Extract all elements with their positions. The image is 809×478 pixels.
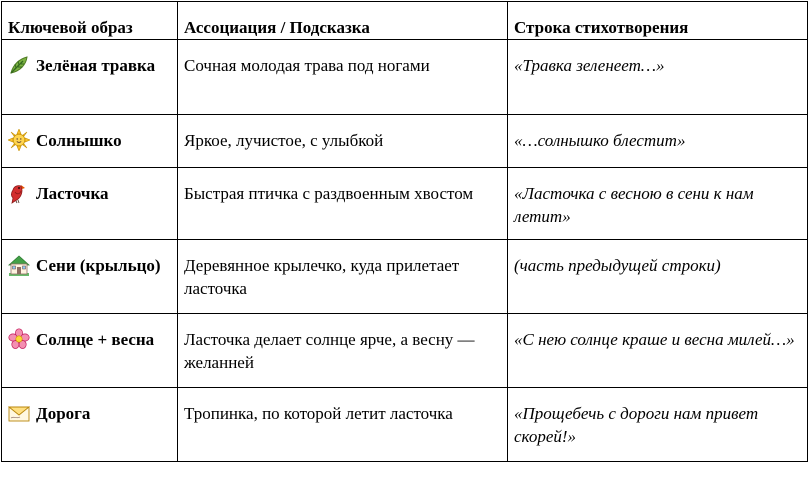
key-image-cell <box>2 240 178 314</box>
key-image-label: Солнце + весна <box>36 330 155 349</box>
association-cell: Яркое, лучистое, с улыбкой <box>178 115 508 168</box>
header-row <box>2 2 808 40</box>
sun-icon <box>8 129 30 151</box>
flower-icon <box>8 328 30 350</box>
association-cell: Быстрая птичка с раздвоенным хвостом <box>178 168 508 240</box>
association-cell: Деревянное крылечко, куда прилетает ласточка <box>178 240 508 314</box>
association-cell: Сочная молодая трава под ногами <box>178 40 508 115</box>
poem-line-cell: «…солнышко блестит» <box>508 115 808 168</box>
header-key-image: Ключевой образ <box>2 2 178 40</box>
envelope-icon <box>8 402 30 424</box>
house-icon <box>8 254 30 276</box>
header-association: Ассоциация / Подсказка <box>178 2 508 40</box>
table-row <box>2 115 808 168</box>
key-image-cell <box>2 314 178 388</box>
table-row <box>2 388 808 462</box>
key-image-cell <box>2 115 178 168</box>
key-image-label: Солнышко <box>36 131 122 150</box>
bird-icon <box>8 182 30 204</box>
table-row <box>2 314 808 388</box>
association-cell: Тропинка, по которой летит ласточка <box>178 388 508 462</box>
key-image-cell <box>2 40 178 115</box>
header-poem-line: Строка стихотворения <box>508 2 808 40</box>
poem-line-cell: «Травка зеленеет…» <box>508 40 808 115</box>
key-image-cell <box>2 168 178 240</box>
poem-line-cell: «С нею солнце краше и весна милей…» <box>508 314 808 388</box>
leaf-icon <box>8 54 30 76</box>
key-image-cell <box>2 388 178 462</box>
poem-line-cell: (часть предыдущей строки) <box>508 240 808 314</box>
table-row <box>2 40 808 115</box>
key-image-label: Сени (крыльцо) <box>36 256 161 275</box>
poem-line-cell: «Ласточка с весною в сени к нам летит» <box>508 168 808 240</box>
key-image-label: Ласточка <box>36 184 109 203</box>
poem-line-cell: «Прощебечь с дороги нам привет скорей!» <box>508 388 808 462</box>
table-row <box>2 240 808 314</box>
key-image-label: Зелёная травка <box>36 56 156 75</box>
poem-memory-table <box>1 1 808 462</box>
association-cell: Ласточка делает солнце ярче, а весну — желанней <box>178 314 508 388</box>
table-row <box>2 168 808 240</box>
key-image-label: Дорога <box>36 404 91 423</box>
